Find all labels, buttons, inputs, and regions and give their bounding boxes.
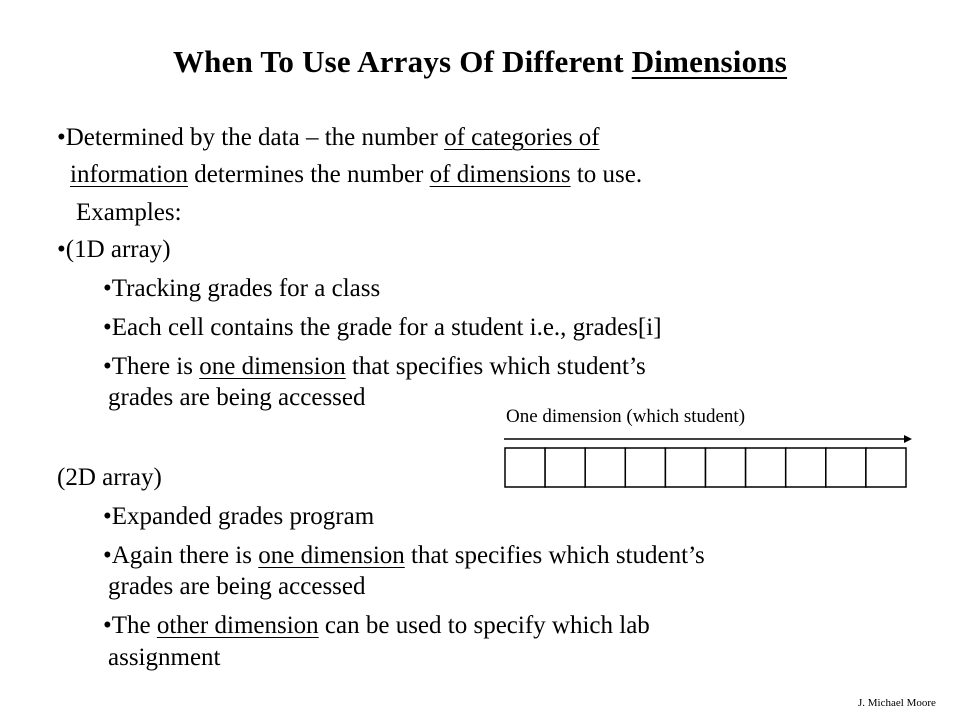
bullet-text: that specifies which student’s (404, 542, 705, 569)
bullet-text: determines the number (188, 161, 430, 188)
bullet-text: •There is (103, 353, 200, 380)
bullet-one-dimension (103, 352, 646, 382)
array-cell (625, 448, 665, 487)
array-cell (505, 448, 545, 487)
figure-caption: One dimension (which student) (506, 406, 746, 427)
title-underlined-text: Dimensions (631, 44, 788, 79)
title-text: When To Use Arrays Of Different (172, 44, 632, 79)
slide-title (0, 44, 960, 80)
footer-author: J. Michael Moore (858, 697, 936, 709)
bullet-2d-array: (2D array) (57, 464, 162, 491)
bullet-text: that specifies which student’s (345, 353, 646, 380)
underlined-text: of categories of (444, 124, 600, 151)
array-cell (746, 448, 786, 487)
arrow-right-icon (504, 432, 914, 446)
array-cell (786, 448, 826, 487)
array-cell (545, 448, 585, 487)
underlined-text: one dimension (258, 542, 405, 569)
underlined-text: one dimension (199, 353, 346, 380)
bullet-determined-continued (70, 160, 642, 190)
bullet-again-one-dimension (103, 541, 705, 571)
underlined-text: other dimension (156, 612, 319, 639)
bullet-text: can be used to specify which lab (318, 612, 650, 639)
array-cell (866, 448, 906, 487)
underlined-text: information (70, 161, 189, 188)
bullet-text: •Determined by the data – the number (57, 124, 445, 151)
bullet-one-dimension-continued: grades are being accessed (108, 384, 366, 411)
examples-label: Examples: (76, 199, 182, 226)
bullet-tracking-grades: •Tracking grades for a class (103, 275, 381, 302)
bullet-text: to use. (570, 161, 643, 188)
array-cell (706, 448, 746, 487)
bullet-1d-array: •(1D array) (57, 236, 171, 263)
array-cell (665, 448, 705, 487)
underlined-text: of dimensions (429, 161, 571, 188)
array-cell (826, 448, 866, 487)
bullet-expanded-grades: •Expanded grades program (103, 503, 375, 530)
bullet-again-continued: grades are being accessed (108, 573, 366, 600)
bullet-determined (57, 123, 600, 153)
bullet-text: •Again there is (103, 542, 259, 569)
array-cell (585, 448, 625, 487)
bullet-text: •The (103, 612, 157, 639)
one-dimensional-array-diagram (504, 447, 907, 488)
bullet-other-dimension (103, 611, 650, 641)
bullet-each-cell: •Each cell contains the grade for a student i.e., grades[i] (103, 314, 662, 341)
bullet-other-dimension-continued: assignment (108, 644, 221, 671)
